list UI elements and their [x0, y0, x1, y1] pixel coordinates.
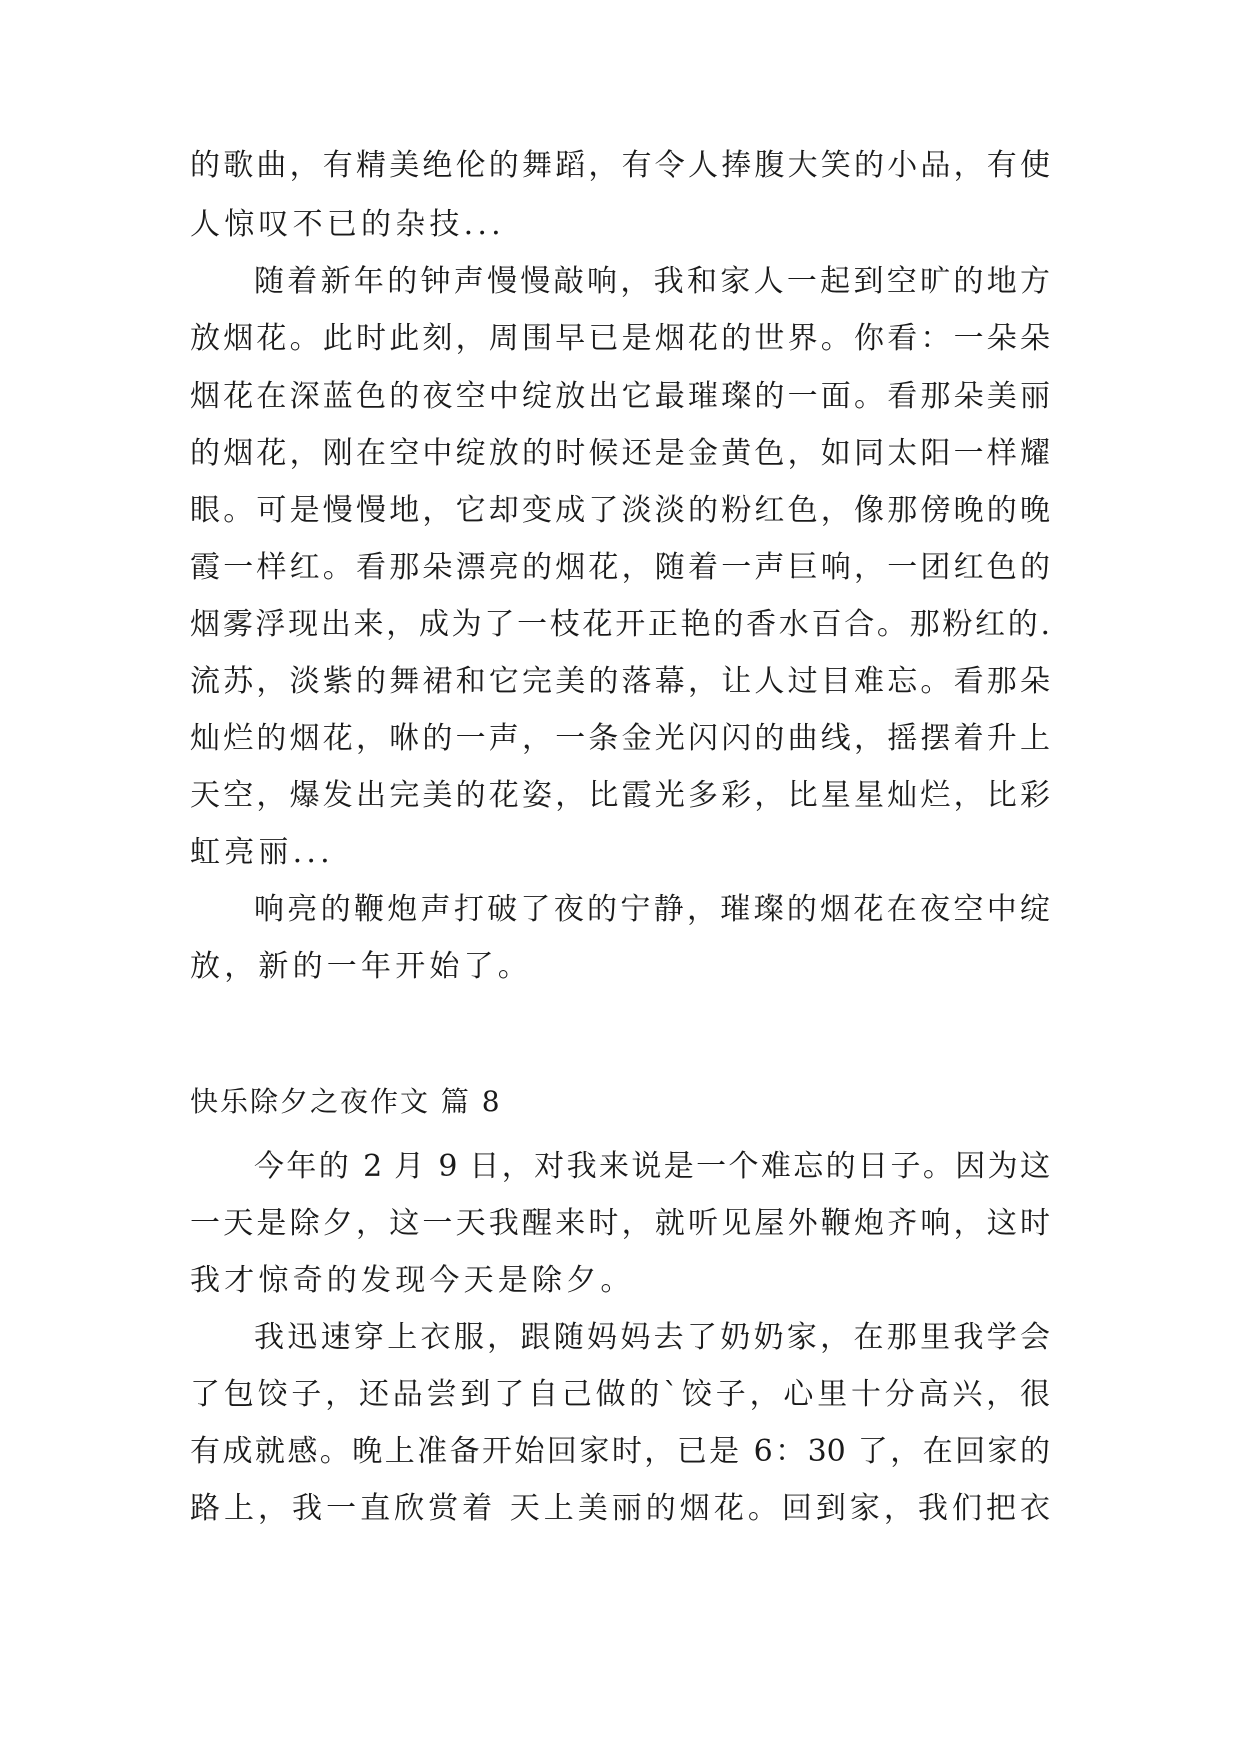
paragraph-first-line: 随着新年的钟声慢慢敲响，我和家人一起到空旷的地方	[254, 264, 1050, 299]
text-line: 了包饺子，还品尝到了自己做的`饺子，心里十分高兴，很	[190, 1377, 1050, 1412]
text-line: 虹亮丽...	[190, 835, 334, 870]
text-line: 眼。可是慢慢地，它却变成了淡淡的粉红色，像那傍晚的晚	[190, 493, 1050, 528]
text-line: 放烟花。此时此刻，周围早已是烟花的世界。你看：一朵朵	[190, 321, 1050, 356]
text-line: 的歌曲，有精美绝伦的舞蹈，有令人捧腹大笑的小品，有使	[190, 148, 1050, 183]
text-line: 我才惊奇的发现今天是除夕。	[190, 1263, 635, 1298]
text-line: 有成就感。晚上准备开始回家时，已是 6：30 了，在回家的	[190, 1434, 1050, 1469]
text-line: 的烟花，刚在空中绽放的时候还是金黄色，如同太阳一样耀	[190, 436, 1050, 471]
paragraph-first-line: 今年的 2 月 9 日，对我来说是一个难忘的日子。因为这	[254, 1149, 1050, 1184]
text-line: 烟雾浮现出来，成为了一枝花开正艳的香水百合。那粉红的.	[190, 607, 1050, 642]
text-line: 放，新的一年开始了。	[190, 949, 532, 984]
text-line: 烟花在深蓝色的夜空中绽放出它最璀璨的一面。看那朵美丽	[190, 379, 1050, 414]
text-line: 灿烂的烟花，咻的一声，一条金光闪闪的曲线，摇摆着升上	[190, 721, 1050, 756]
text-line: 人惊叹不已的杂技...	[190, 207, 505, 242]
text-line: 一天是除夕，这一天我醒来时，就听见屋外鞭炮齐响，这时	[190, 1206, 1050, 1241]
section-heading: 快乐除夕之夜作文 篇 8	[190, 1085, 502, 1118]
text-line: 路上，我一直欣赏着 天上美丽的烟花。回到家，我们把衣	[190, 1491, 1050, 1526]
text-line: 霞一样红。看那朵漂亮的烟花，随着一声巨响，一团红色的	[190, 550, 1050, 585]
paragraph-first-line: 我迅速穿上衣服，跟随妈妈去了奶奶家，在那里我学会	[254, 1320, 1050, 1355]
text-line: 流苏，淡紫的舞裙和它完美的落幕，让人过目难忘。看那朵	[190, 664, 1050, 699]
paragraph-first-line: 响亮的鞭炮声打破了夜的宁静，璀璨的烟花在夜空中绽	[254, 892, 1050, 927]
text-line: 天空，爆发出完美的花姿，比霞光多彩，比星星灿烂，比彩	[190, 778, 1050, 813]
